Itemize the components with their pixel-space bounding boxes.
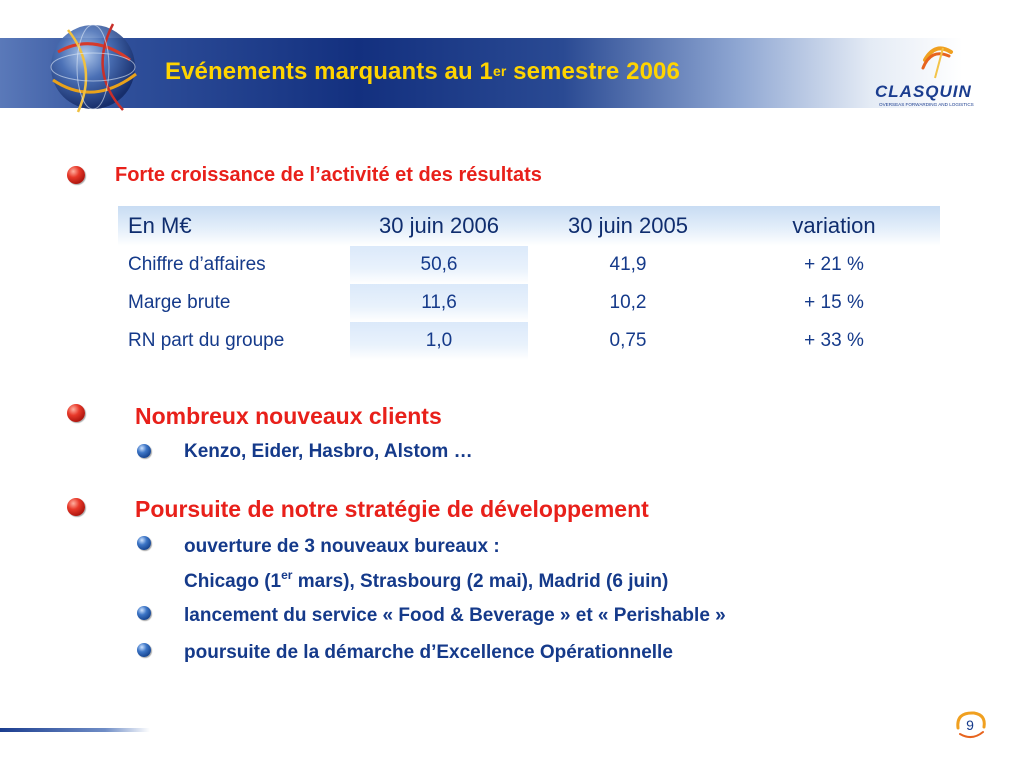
footer-line	[0, 728, 150, 732]
table-header-cell: En M€	[118, 206, 350, 246]
section-bullet-icon	[67, 166, 85, 184]
table-header-cell: 30 juin 2006	[350, 206, 528, 246]
list-bullet-icon	[137, 606, 151, 620]
page-number-text: 9	[966, 717, 974, 733]
section-bullet-icon	[67, 404, 85, 422]
table-cell: 10,2	[609, 292, 647, 313]
svg-text:CLASQUIN: CLASQUIN	[875, 82, 972, 101]
table-cell: + 15 %	[804, 292, 864, 313]
table-cell-label: RN part du groupe	[128, 330, 285, 351]
table-cell: 1,0	[350, 322, 528, 360]
section-bullet-icon	[67, 498, 85, 516]
table-cell: 41,9	[609, 254, 647, 275]
list-item: ouverture de 3 nouveaux bureaux :	[184, 536, 500, 557]
list-item-continuation: Chicago (1er mars), Strasbourg (2 mai), Madrid (6 juin)	[184, 567, 669, 592]
svg-text:OVERSEAS FORWARDING AND LOGIST: OVERSEAS FORWARDING AND LOGISTICS	[879, 102, 974, 107]
page-number	[950, 708, 990, 742]
section-title-strategy: Poursuite de notre stratégie de développement	[135, 496, 649, 522]
table-row	[118, 284, 940, 322]
table-cell: + 33 %	[804, 330, 864, 351]
table-cell-label: Chiffre d’affaires	[128, 254, 266, 275]
table-header-cell: 30 juin 2005	[528, 206, 728, 246]
clasquin-logo	[865, 40, 1005, 110]
table-header-row	[118, 206, 940, 246]
list-item: Kenzo, Eider, Hasbro, Alstom …	[184, 441, 473, 462]
globe-icon	[38, 12, 148, 122]
section-title-clients: Nombreux nouveaux clients	[135, 403, 442, 429]
list-bullet-icon	[137, 643, 151, 657]
table-row	[118, 246, 940, 284]
table-row	[118, 322, 940, 360]
table-cell: 11,6	[350, 284, 528, 322]
results-table	[118, 206, 940, 360]
slide-title: Evénements marquants au 1er semestre 2006	[165, 58, 680, 85]
list-item: lancement du service « Food & Beverage » et « Perishable »	[184, 605, 726, 626]
table-cell: + 21 %	[804, 254, 864, 275]
list-bullet-icon	[137, 444, 151, 458]
table-cell: 50,6	[350, 246, 528, 284]
table-header-cell: variation	[728, 206, 940, 246]
list-bullet-icon	[137, 536, 151, 550]
section-title-growth: Forte croissance de l’activité et des résultats	[115, 164, 542, 186]
list-item: poursuite de la démarche d’Excellence Opérationnelle	[184, 642, 673, 663]
table-cell: 0,75	[609, 330, 647, 351]
table-cell-label: Marge brute	[128, 292, 231, 313]
